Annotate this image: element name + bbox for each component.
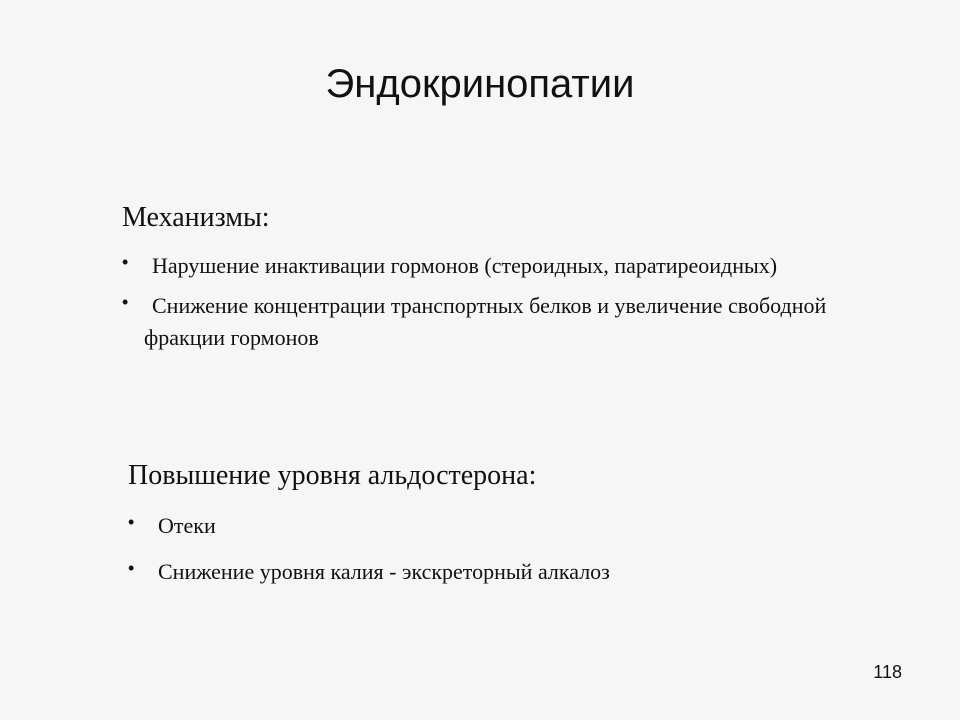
mechanisms-list	[122, 250, 882, 354]
bullet-icon: •	[122, 292, 129, 312]
list-item	[122, 290, 882, 354]
bullet-icon: •	[128, 558, 135, 578]
mechanism-text: Нарушение инактивации гормонов (стероидных, паратиреоидных)	[152, 253, 778, 278]
page-number: 118	[873, 662, 902, 682]
list-item	[128, 556, 888, 588]
bullet-icon: •	[122, 252, 129, 272]
aldosterone-section	[128, 458, 888, 602]
slide-title: Эндокринопатии	[325, 62, 635, 106]
aldosterone-heading: Повышение уровня альдостерона:	[128, 460, 537, 491]
effect-text: Снижение уровня калия - экскреторный алкалоз	[158, 559, 610, 584]
aldosterone-list	[128, 510, 888, 588]
mechanisms-section	[122, 200, 882, 362]
list-item	[128, 510, 888, 542]
effect-text: Отеки	[158, 513, 216, 538]
list-item	[122, 250, 882, 282]
mechanism-text: Снижение концентрации транспортных белков и увеличение свободной фракции гормонов	[144, 293, 827, 350]
mechanisms-heading: Механизмы:	[122, 202, 270, 233]
bullet-icon: •	[128, 512, 135, 532]
